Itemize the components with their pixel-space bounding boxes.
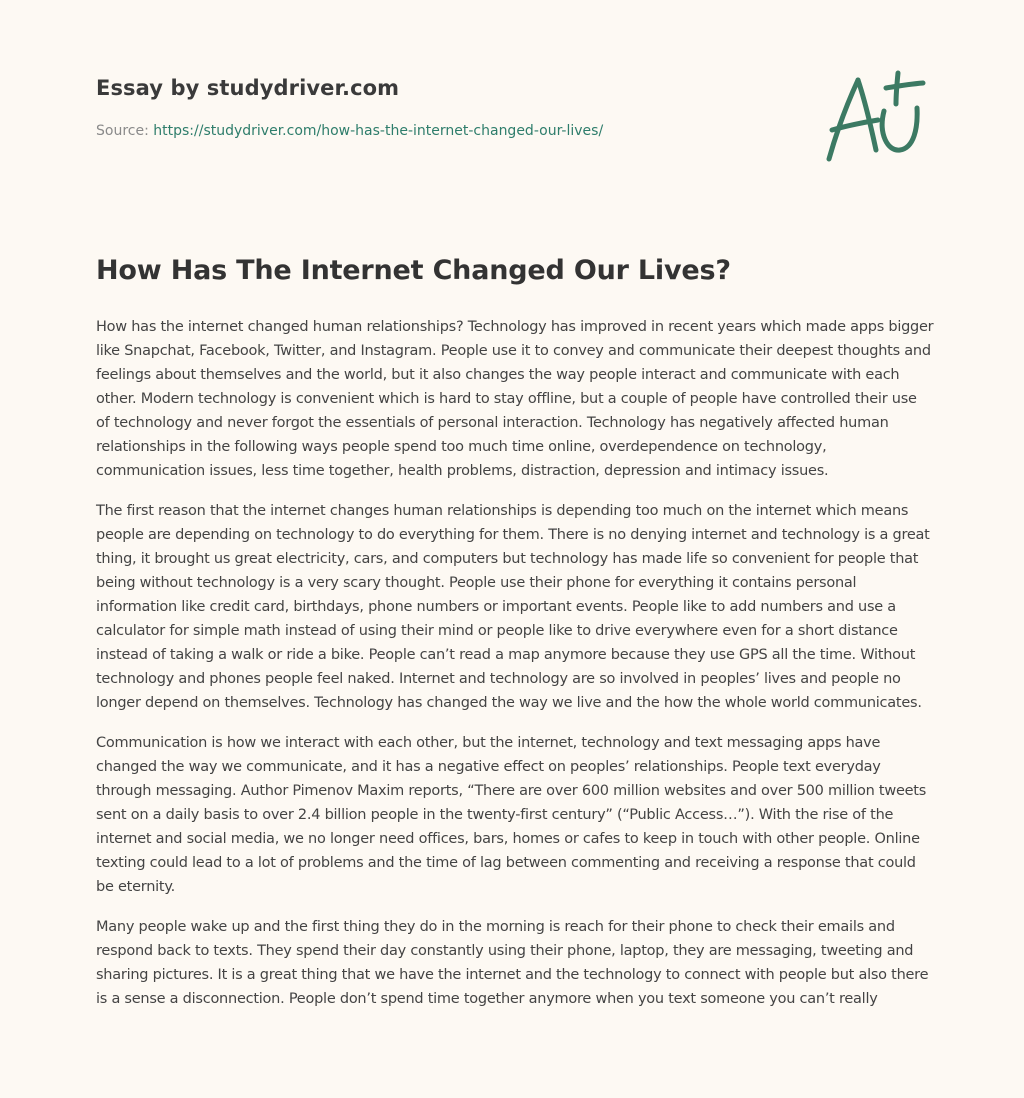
essay-paragraph: The first reason that the internet changes human relationships is depending too much on the internet which means people are depending on technology to do everything for them. There is no denying internet and technology is a great thing, it brought us great electricity, cars, and computers but technology has made life so convenient for people that being without technology is a very scary thought. People use their phone for everything it contains personal information like credit card, birthdays, phone numbers or important events. People like to add numbers and use a calculator for simple math instead of using their mind or people like to drive everywhere even for a short distance instead of taking a walk or ride a bike. People can’t read a map anymore because they use GPS all the time. Without technology and phones people feel naked. Internet and technology are so involved in peoples’ lives and people no longer depend on themselves. Technology has changed the way we live and the how the whole world communicates. — [96, 503, 930, 711]
source-label: Source: — [96, 123, 149, 139]
document-header — [96, 76, 796, 140]
essay-title: How Has The Internet Changed Our Lives? — [96, 255, 731, 286]
essay-paragraph: Communication is how we interact with each other, but the internet, technology and text messaging apps have changed the way we communicate, and it has a negative effect on peoples’ relationships. People text everyday through messaging. Author Pimenov Maxim reports, “There are over 600 million websites and over 500 million tweets sent on a daily basis to over 2.4 billion people in the twenty-first century” (“Public Access…”). With the rise of the internet and social media, we no longer need offices, bars, homes or cafes to keep in touch with other people. Online texting could lead to a lot of problems and the time of lag between commenting and receiving a response that could be eternity. — [96, 735, 927, 895]
source-link[interactable]: https://studydriver.com/how-has-the-internet-changed-our-lives/ — [153, 123, 604, 139]
source-line — [96, 122, 796, 140]
essay-paragraph: Many people wake up and the first thing they do in the morning is reach for their phone to check their emails and respond back to texts. They spend their day constantly using their phone, laptop, they are messaging, tweeting and sharing pictures. It is a great thing that we have the internet and the technology to connect with people but also there is a sense a disconnection. People don’t spend time together anymore when you text someone you can’t really — [96, 919, 929, 1007]
essay-body — [96, 315, 934, 1027]
essay-paragraph: How has the internet changed human relationships? Technology has improved in recent years which made apps bigger like Snapchat, Facebook, Twitter, and Instagram. People use it to convey and communicate their deepest thoughts and feelings about themselves and the world, but it also changes the way people interact and communicate with each other. Modern technology is convenient which is hard to stay offline, but a couple of people have controlled their use of technology and never forgot the essentials of personal interaction. Technology has negatively affected human relationships in the following ways people spend too much time online, overdependence on technology, communication issues, less time together, health problems, distraction, depression and intimacy issues. — [96, 319, 934, 479]
site-title: Essay by studydriver.com — [96, 76, 400, 100]
a-plus-logo-icon — [820, 66, 930, 166]
